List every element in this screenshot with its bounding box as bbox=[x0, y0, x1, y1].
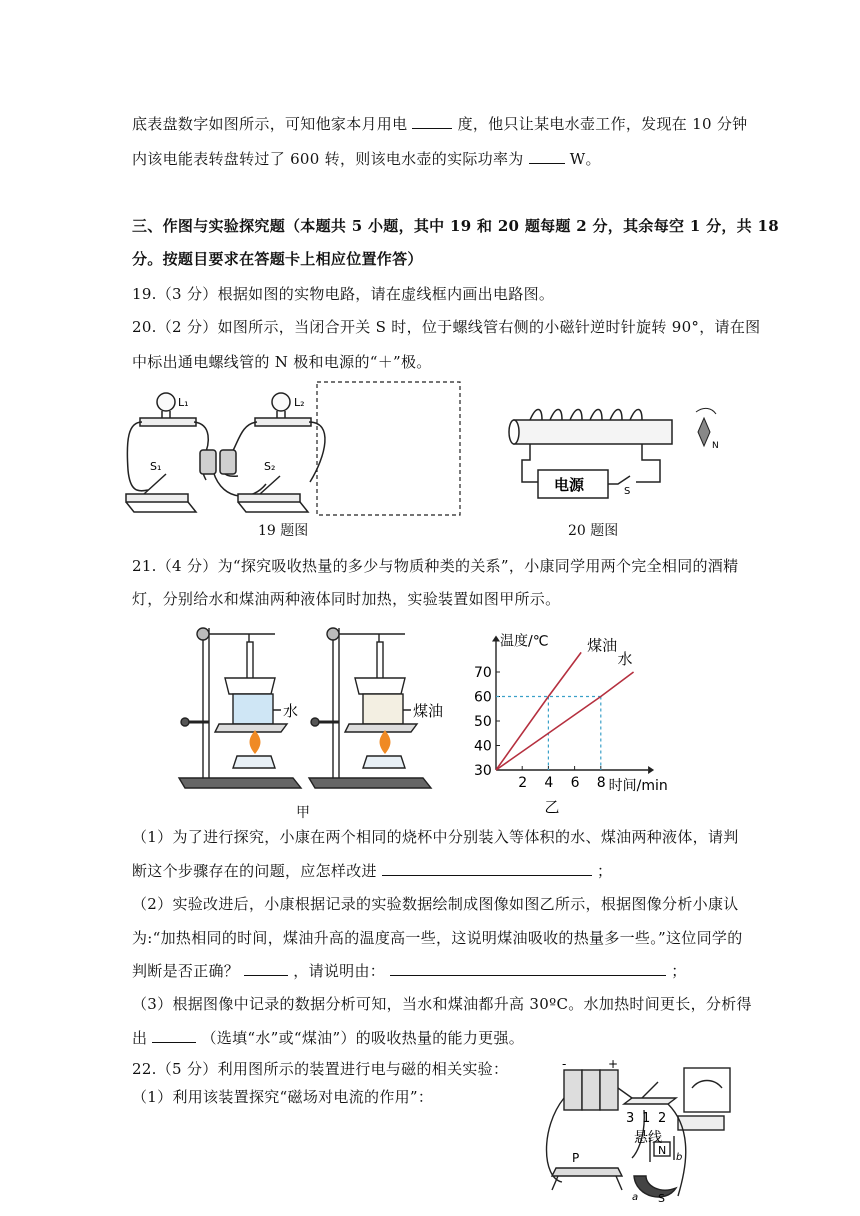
fig22-s: S bbox=[658, 1192, 665, 1205]
q20-line-2: 中标出通电螺线管的 N 极和电源的“＋”极。 bbox=[132, 353, 432, 371]
fig19-caption: 19 题图 bbox=[258, 523, 309, 539]
y-tick-label: 30 bbox=[474, 763, 492, 779]
temperature-time-chart bbox=[460, 625, 690, 815]
q21-sub2-blank-2[interactable] bbox=[390, 961, 666, 976]
fig22-apparatus bbox=[536, 1058, 746, 1208]
q22-line-1: 22.（5 分）利用图所示的装置进行电与磁的相关实验： bbox=[132, 1060, 509, 1078]
fig20-needle-n: N bbox=[712, 441, 719, 451]
x-tick-label: 8 bbox=[596, 775, 606, 791]
q18-blank-2[interactable] bbox=[529, 149, 565, 164]
fig20-switch-label: S bbox=[624, 486, 631, 497]
y-axis-label: 温度/℃ bbox=[500, 633, 549, 650]
q21-sub3-line-2 bbox=[132, 1027, 524, 1048]
fig22-n: N bbox=[658, 1144, 667, 1157]
q18-text-c: 内该电能表转盘转过了 600 转，则该电水壶的实际功率为 bbox=[132, 150, 524, 168]
x-tick-label: 6 bbox=[570, 775, 580, 791]
section3-heading-2: 分。按题目要求在答题卡上相应位置作答） bbox=[132, 250, 423, 268]
q19-text: 19.（3 分）根据如图的实物电路，请在虚线框内画出电路图。 bbox=[132, 285, 555, 303]
x-axis-arrow-icon bbox=[648, 766, 654, 774]
fig20-caption: 20 题图 bbox=[568, 523, 619, 539]
q21-sub2-line-3 bbox=[132, 960, 687, 981]
fig19-s1: S₁ bbox=[150, 460, 162, 473]
x-axis-label: 时间/min bbox=[608, 778, 668, 794]
q18-blank-1[interactable] bbox=[412, 114, 452, 129]
fig-jia-caption: 甲 bbox=[296, 805, 310, 821]
q18-line-1 bbox=[132, 113, 748, 134]
fig19-l2: L₂ bbox=[294, 396, 305, 409]
y-axis-arrow-icon bbox=[492, 636, 500, 642]
q21-sub1-line-1: （1）为了进行探究，小康在两个相同的烧杯中分别装入等体积的水、煤油两种液体，请判 bbox=[132, 828, 739, 846]
q21-sub3-text-1: 出 bbox=[132, 1029, 148, 1047]
fig19-l1: L₁ bbox=[178, 396, 189, 409]
q18-line-2 bbox=[132, 148, 601, 169]
section3-heading-1: 三、作图与实验探究题（本题共 5 小题，其中 19 和 20 题每题 2 分，其余每空 1 分，共 18 bbox=[132, 217, 779, 235]
q21-line-2: 灯，分别给水和煤油两种液体同时加热，实验装置如图甲所示。 bbox=[132, 590, 561, 608]
y-tick-label: 40 bbox=[474, 738, 492, 755]
q21-sub2-text-2: ，请说明由： bbox=[293, 962, 386, 980]
fig22-wire: 悬线 bbox=[634, 1130, 662, 1146]
series-label: 煤油 bbox=[587, 636, 618, 655]
q21-sub2-text-1: 判断是否正确？ bbox=[132, 962, 240, 980]
q21-sub1-text: 断这个步骤存在的问题，应怎样改进 bbox=[132, 862, 377, 880]
q18-text-d: W。 bbox=[569, 150, 601, 168]
q21-sub1-end: ； bbox=[596, 862, 613, 880]
series-line bbox=[496, 672, 634, 770]
fig22-a: a bbox=[632, 1192, 639, 1203]
fig22-p: P bbox=[572, 1151, 580, 1165]
fig22-minus: - bbox=[562, 1057, 567, 1071]
fig20-power-label: 电源 bbox=[554, 476, 585, 494]
x-tick-label: 4 bbox=[544, 775, 554, 791]
q21-sub3-text-2: （选填“水”或“煤油”）的吸收热量的能力更强。 bbox=[201, 1029, 525, 1047]
fig22-t2: 2 bbox=[658, 1111, 667, 1126]
flame-icon bbox=[250, 730, 391, 754]
q18-text-a: 底表盘数字如图所示，可知他家本月用电 bbox=[132, 115, 408, 133]
q18-text-b: 度，他只让某电水壶工作，发现在 10 分钟 bbox=[457, 115, 748, 133]
fig22-t3: 3 bbox=[626, 1111, 635, 1126]
answer-box[interactable] bbox=[317, 382, 460, 515]
q20-line-1: 20.（2 分）如图所示，当闭合开关 S 时，位于螺线管右侧的小磁针逆时针旋转 90°，请在图 bbox=[132, 318, 761, 336]
fig-jia-kerosene: 煤油 bbox=[413, 702, 444, 720]
chart-caption: 乙 bbox=[544, 798, 560, 816]
q21-sub3-blank[interactable] bbox=[152, 1028, 196, 1043]
y-tick-label: 50 bbox=[474, 714, 492, 730]
q22-line-2: （1）利用该装置探究“磁场对电流的作用”： bbox=[132, 1088, 434, 1106]
fig22-plus: + bbox=[608, 1057, 619, 1071]
q21-sub2-line-2: 为:“加热相同的时间，煤油升高的温度高一些，这说明煤油吸收的热量多一些。”这位同学的 bbox=[132, 929, 743, 947]
q21-sub2-line-1: （2）实验改进后，小康根据记录的实验数据绘制成图像如图乙所示，根据图像分析小康认 bbox=[132, 895, 739, 913]
q21-sub3-line-1: （3）根据图像中记录的数据分析可知，当水和煤油都升高 30ºC。水加热时间更长，分析得 bbox=[132, 995, 752, 1013]
q21-sub2-blank-1[interactable] bbox=[244, 961, 288, 976]
fig20-solenoid bbox=[500, 400, 740, 510]
q21-line-1: 21.（4 分）为“探究吸收热量的多少与物质种类的关系”，小康同学用两个完全相同的酒精 bbox=[132, 557, 739, 575]
q21-sub1-blank[interactable] bbox=[382, 861, 592, 876]
y-tick-label: 70 bbox=[474, 665, 492, 681]
fig19-circuit bbox=[120, 380, 470, 520]
x-tick-label: 2 bbox=[518, 775, 528, 791]
series-label: 水 bbox=[617, 650, 633, 668]
q21-sub2-end: ； bbox=[671, 962, 687, 980]
fig22-t1: 1 bbox=[642, 1111, 651, 1126]
fig22-b: b bbox=[676, 1152, 683, 1163]
fig-jia-apparatus bbox=[175, 618, 444, 803]
y-tick-label: 60 bbox=[474, 689, 492, 706]
fig-jia-water: 水 bbox=[283, 702, 299, 720]
fig19-s2: S₂ bbox=[264, 460, 276, 473]
compass-needle-icon bbox=[696, 408, 719, 451]
series-line bbox=[496, 652, 581, 770]
q21-sub1-line-2 bbox=[132, 860, 612, 881]
